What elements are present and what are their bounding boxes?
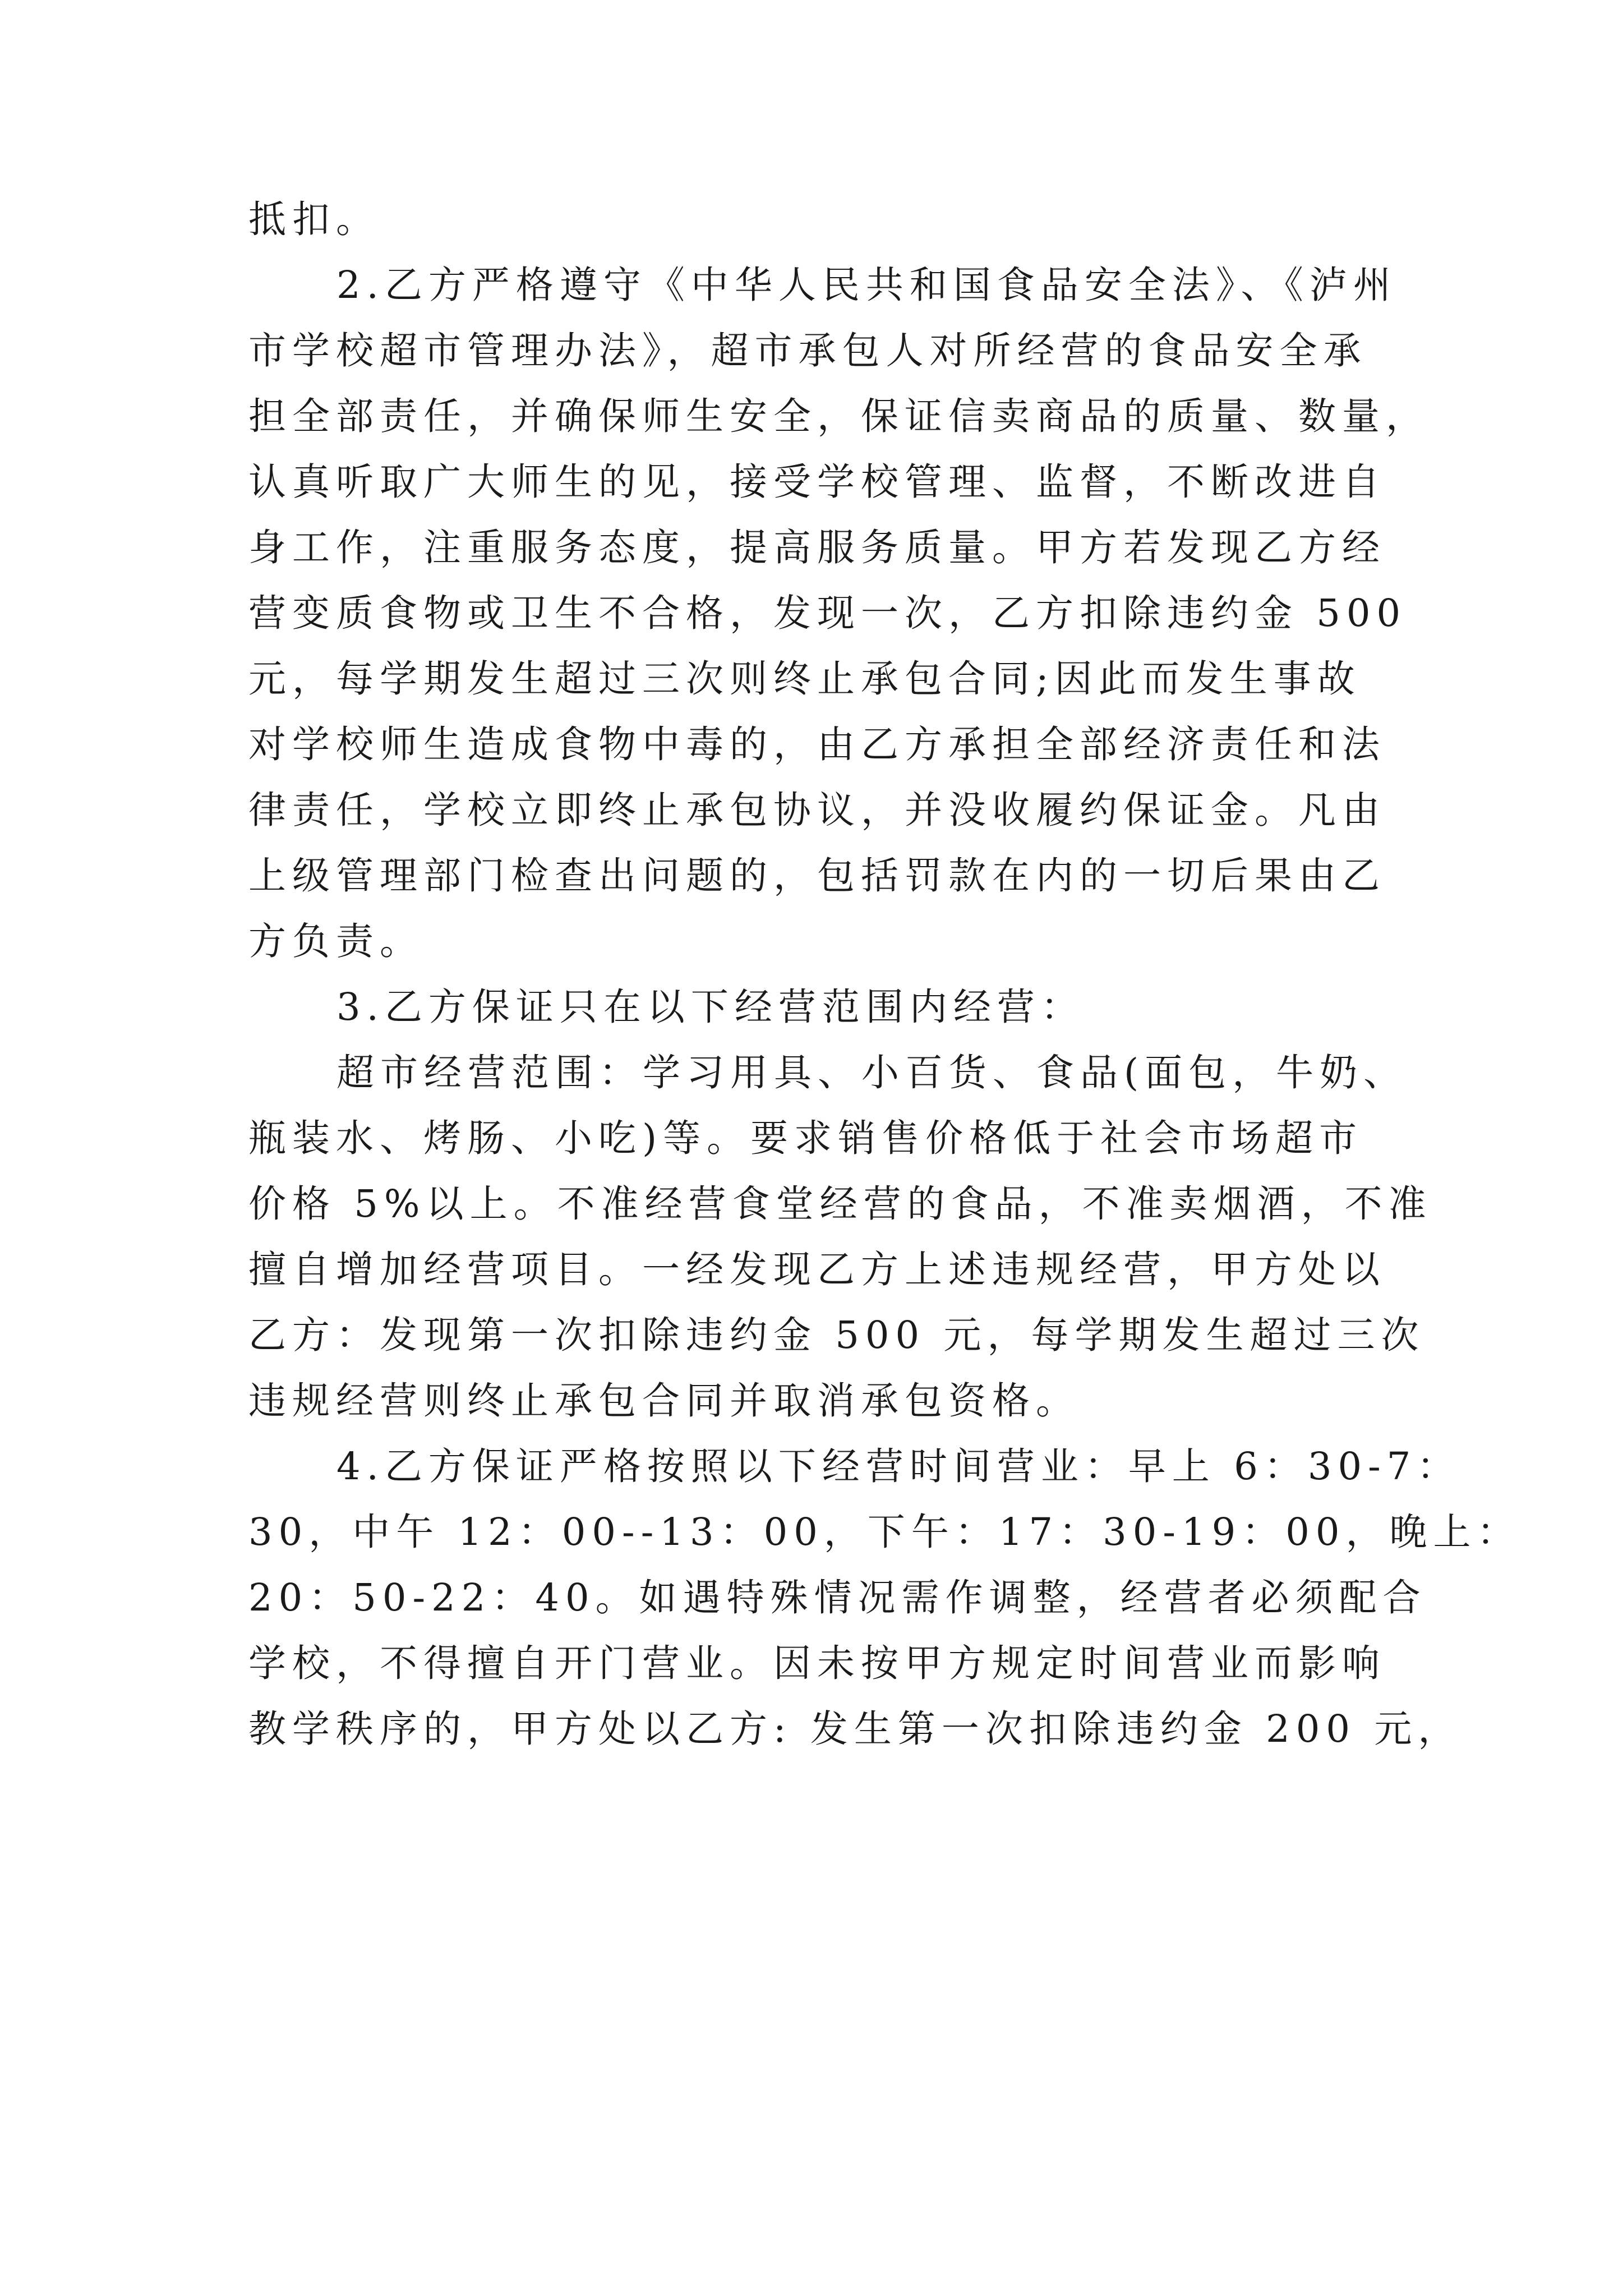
text-line: 上级管理部门检查出问题的，包括罚款在内的一切后果由乙 (248, 854, 1386, 898)
text-line: 擅自增加经营项目。一经发现乙方上述违规经营，甲方处以 (248, 1248, 1386, 1291)
text-line: 市学校超市管理办法》，超市承包人对所经营的食品安全承 (248, 329, 1367, 372)
text-line: 律责任，学校立即终止承包协议，并没收履约保证金。凡由 (248, 788, 1386, 832)
text-line: 抵扣。 (248, 197, 380, 241)
text-line: 认真听取广大师生的见，接受学校管理、监督，不断改进自 (248, 460, 1386, 504)
text-line: 对学校师生造成食物中毒的，由乙方承担全部经济责任和法 (248, 723, 1386, 766)
text-line: 4.乙方保证严格按照以下经营时间营业：早上 6：30-7： (336, 1444, 1461, 1488)
text-line: 乙方：发现第一次扣除违约金 500 元，每学期发生超过三次 (248, 1313, 1425, 1357)
text-line: 3.乙方保证只在以下经营范围内经营： (336, 985, 1085, 1029)
text-line: 瓶装水、烤肠、小吃)等。要求销售价格低于社会市场超市 (248, 1116, 1363, 1160)
text-line: 营变质食物或卫生不合格，发现一次，乙方扣除违约金 500 (248, 591, 1407, 635)
text-line: 担全部责任，并确保师生安全，保证信卖商品的质量、数量， (248, 394, 1430, 438)
text-line: 超市经营范围：学习用具、小百货、食品(面包，牛奶、 (336, 1051, 1408, 1094)
text-line: 违规经营则终止承包合同并取消承包资格。 (248, 1379, 1080, 1423)
text-line: 学校，不得擅自开门营业。因未按甲方规定时间营业而影响 (248, 1641, 1386, 1685)
text-line: 价格 5%以上。不准经营食堂经营的食品，不准卖烟酒，不准 (248, 1182, 1432, 1226)
text-line: 元，每学期发生超过三次则终止承包合同;因此而发生事故 (248, 657, 1361, 701)
text-line: 身工作，注重服务态度，提高服务质量。甲方若发现乙方经 (248, 526, 1386, 569)
contract-text-body (248, 187, 1521, 1762)
text-line: 方负责。 (248, 919, 423, 963)
text-line: 2.乙方严格遵守《中华人民共和国食品安全法》、《泸州 (336, 263, 1397, 307)
text-line: 20：50-22：40。如遇特殊情况需作调整，经营者必须配合 (248, 1576, 1427, 1619)
text-line: 教学秩序的，甲方处以乙方: 发生第一次扣除违约金 200 元， (248, 1707, 1462, 1751)
text-line: 30，中午 12：00--13：00，下午：17：30-19：00，晚上： (248, 1510, 1521, 1554)
